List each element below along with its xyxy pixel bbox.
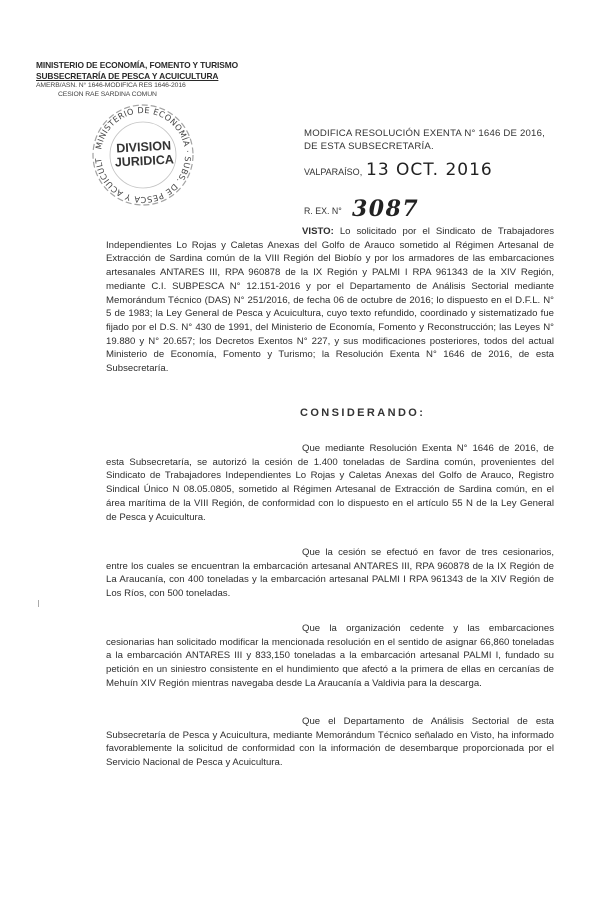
date-stamp: 13 OCT. 2016 bbox=[366, 160, 493, 180]
considerando-paragraph-4 bbox=[106, 715, 554, 770]
reference-subject: CESION RAE SARDINA COMUN bbox=[58, 91, 157, 98]
juridical-division-stamp bbox=[88, 100, 198, 210]
place-label: VALPARAÍSO, bbox=[304, 167, 363, 177]
considerando-paragraph-1 bbox=[106, 442, 554, 524]
subject-line-2: DE ESTA SUBSECRETARÍA. bbox=[304, 140, 434, 152]
considerando-paragraph-3 bbox=[106, 622, 554, 691]
paragraph-text: Que la organización cedente y las embarcaciones cesionarias han solicitado modificar la mencionada resolución en el sentido de asignar 66,860 toneladas a la embarcación ANTARES III y 833,150 toneladas a la embarcación artesanal PALMI I, fundado su petición en un siniestro consistente en el hundimiento que afectó a la primera de ellas en cercanías de Mehuín XIV Región mientras navegaba desde La Araucanía a Valdivia para la descarga. bbox=[106, 623, 554, 689]
considerando-paragraph-2 bbox=[106, 546, 554, 601]
ministry-name: MINISTERIO DE ECONOMÍA, FOMENTO Y TURISMO bbox=[36, 60, 239, 70]
subsecretariat-name: SUBSECRETARÍA DE PESCA Y ACUICULTURA bbox=[36, 70, 219, 81]
scan-edge-mark bbox=[38, 600, 39, 607]
visto-text: Lo solicitado por el Sindicato de Trabajadores Independientes Lo Rojas y Caletas Anexas del Golfo de Arauco sometido al Régimen Artesanal de Extracción de Sardina común de la VIII Región del Biobío y por los armadores de las embarcaciones artesanales ANTARES III, RPA 960878 de la IX Región y PALMI I RPA 961343 de la XIV Región, mediante C.I. SUBPESCA N° 12.151-2016 y por el Departamento de Análisis Sectorial mediante Memorándum Técnico (DAS) N° 251/2016, de fecha 06 de octubre de 2016; lo dispuesto en el D.F.L. N° 5 de 1983; la Ley General de Pesca y Acuicultura, cuyo texto refundido, coordinado y sistematizado fue fijado por el D.S. N° 430 de 1991, del Ministerio de Economía, Fomento y Reconstrucción; las Leyes N° 19.880 y N° 20.657; los Decretos Exentos N° 227, y sus modificaciones posteriores, todos del actual Ministerio de Economía, Fomento y Turismo; la Resolución Exenta N° 1646 de 2016, de esta Subsecretaría. bbox=[106, 226, 554, 375]
paragraph-text: Que la cesión se efectuó en favor de tres cesionarios, entre los cuales se encuentran la embarcación artesanal ANTARES III, RPA 960878 de la IX Región de La Araucanía, con 400 toneladas y la embarcación artesanal PALMI I RPA 961343 de la XIV Región de Los Ríos, con 500 toneladas. bbox=[106, 547, 554, 600]
reference-code: AMERB/ASN. N° 1646-MODIFICA RES 1646-2016 bbox=[36, 82, 186, 89]
stamp-division: DIVISION bbox=[115, 138, 172, 156]
visto-label: VISTO: bbox=[302, 226, 334, 237]
stamp-ring-text: MINISTERIO DE ECONOMÍA · SUBS. DE PESCA Y ACUICULT bbox=[93, 104, 194, 206]
subject-line-1: MODIFICA RESOLUCIÓN EXENTA N° 1646 DE 2016, bbox=[304, 128, 545, 139]
paragraph-text: Que mediante Resolución Exenta N° 1646 de 2016, de esta Subsecretaría, se autorizó la cesión de 1.400 toneladas de Sardina común, provenientes del Sindicato de Trabajadores Independientes Lo Rojas y Caletas Anexas del Golfo de Arauco, Registro Sindical Único N 08.05.0805, sometido al Régimen Artesanal de Extracción de Sardina común, en el área marítima de la VIII Región, de conformidad con lo dispuesto en el artículo 55 N de la Ley General de Pesca y Acuicultura. bbox=[106, 443, 554, 523]
letterhead bbox=[36, 60, 246, 99]
considerando-heading: CONSIDERANDO: bbox=[300, 407, 426, 419]
paragraph-text: Que el Departamento de Análisis Sectorial de esta Subsecretaría de Pesca y Acuicultura, mediante Memorándum Técnico señalado en Visto, ha informado favorablemente la solicitud de conformidad con la información de desembarque proporcionada por el Servicio Nacional de Pesca y Acuicultura. bbox=[106, 716, 554, 769]
resolution-number-label: R. EX. N° bbox=[304, 206, 342, 216]
stamp-center-text bbox=[111, 138, 176, 169]
resolution-number: 3087 bbox=[352, 196, 420, 222]
stamp-juridica: JURIDICA bbox=[114, 152, 175, 170]
visto-section bbox=[106, 225, 554, 376]
resolution-subject bbox=[304, 128, 554, 153]
